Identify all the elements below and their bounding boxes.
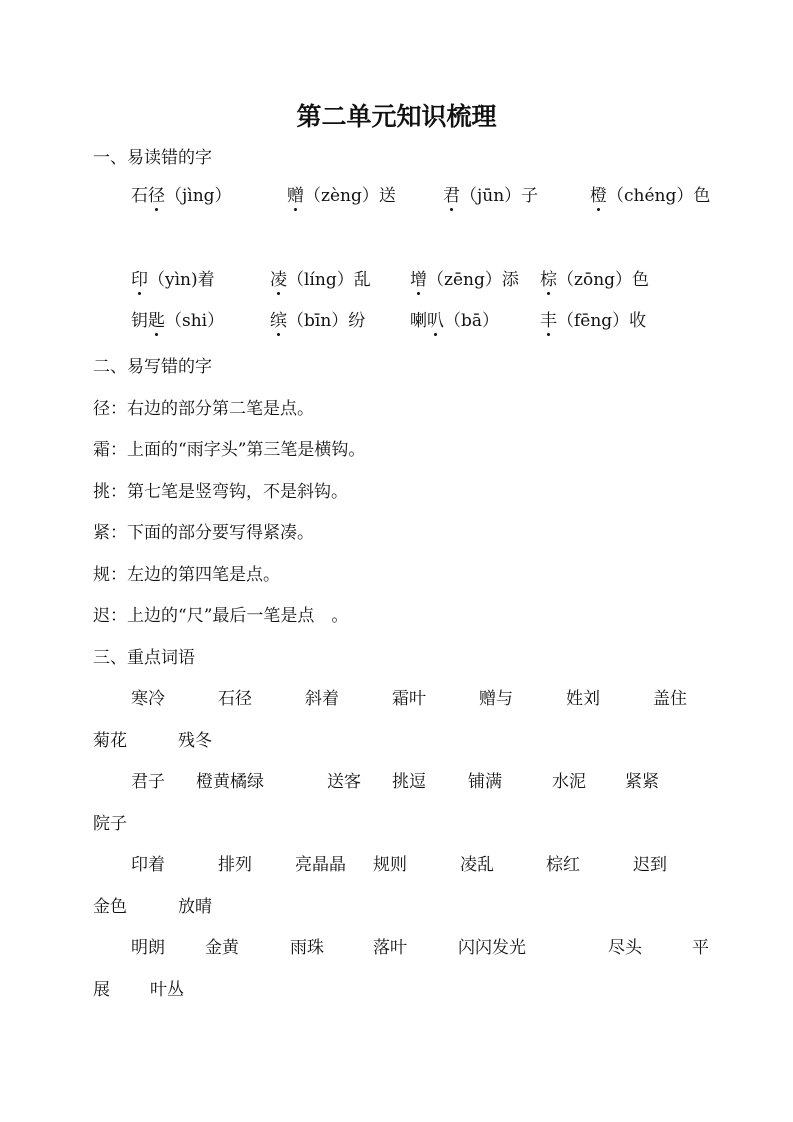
vocab-word: 紧紧	[625, 772, 659, 792]
note-line: 霜：上面的“雨字头”第三笔是横钩。	[93, 440, 366, 460]
vocab-word: 残冬	[178, 731, 212, 751]
vocab-word: 挑逗	[392, 772, 426, 792]
pinyin-item: 石径（jìng）	[131, 186, 232, 206]
section-heading-2: 二、易写错的字	[93, 357, 212, 377]
pinyin-item: 增（zēng）添	[410, 270, 519, 290]
vocab-word: 印着	[131, 855, 165, 875]
vocab-word: 展	[93, 980, 110, 1000]
pinyin-item: 印（yìn)着	[131, 270, 215, 290]
vocab-word: 规则	[373, 855, 407, 875]
vocab-word: 金色	[93, 897, 127, 917]
vocab-word: 落叶	[373, 938, 407, 958]
note-line: 迟：上边的“尺”最后一笔是点 。	[93, 606, 349, 626]
vocab-word: 菊花	[93, 731, 127, 751]
vocab-word: 水泥	[552, 772, 586, 792]
pinyin-item: 橙（chéng）色	[590, 186, 711, 206]
pinyin-item: 棕（zōng）色	[540, 270, 650, 290]
vocab-word: 橙黄橘绿	[196, 772, 264, 792]
vocab-word: 凌乱	[460, 855, 494, 875]
pinyin-item: 凌（líng）乱	[270, 270, 371, 290]
vocab-word: 尽头	[608, 938, 642, 958]
section-heading-1: 一、易读错的字	[93, 148, 212, 168]
note-line: 径：右边的部分第二笔是点。	[93, 399, 314, 419]
vocab-word: 闪闪发光	[458, 938, 526, 958]
vocab-word: 院子	[93, 814, 127, 834]
vocab-word: 叶丛	[150, 980, 184, 1000]
note-line: 挑：第七笔是竖弯钩，不是斜钩。	[93, 482, 348, 502]
pinyin-item: 丰（fēng）收	[540, 311, 647, 331]
pinyin-item: 钥匙（shi）	[131, 311, 225, 331]
vocab-word: 雨珠	[290, 938, 324, 958]
note-line: 紧：下面的部分要写得紧凑。	[93, 523, 314, 543]
vocab-word: 送客	[327, 772, 361, 792]
page-title: 第二单元知识梳理	[296, 102, 497, 131]
vocab-word: 姓刘	[566, 689, 600, 709]
vocab-word: 君子	[131, 772, 165, 792]
pinyin-item: 君（jūn）子	[443, 186, 539, 206]
pinyin-item: 赠（zèng）送	[287, 186, 396, 206]
note-line: 规：左边的第四笔是点。	[93, 565, 280, 585]
vocab-word: 寒冷	[131, 689, 165, 709]
vocab-word: 放晴	[178, 897, 212, 917]
vocab-word: 斜着	[305, 689, 339, 709]
pinyin-item: 喇叭（bā）	[410, 311, 500, 331]
vocab-word: 迟到	[633, 855, 667, 875]
vocab-word: 石径	[218, 689, 252, 709]
vocab-word: 平	[692, 938, 709, 958]
pinyin-item: 缤（bīn）纷	[270, 311, 366, 331]
vocab-word: 排列	[218, 855, 252, 875]
vocab-word: 盖住	[653, 689, 687, 709]
vocab-word: 亮晶晶	[295, 855, 346, 875]
vocab-word: 明朗	[131, 938, 165, 958]
vocab-word: 铺满	[468, 772, 502, 792]
vocab-word: 金黄	[205, 938, 239, 958]
section-heading-3: 三、重点词语	[93, 648, 195, 668]
vocab-word: 赠与	[479, 689, 513, 709]
vocab-word: 棕红	[546, 855, 580, 875]
vocab-word: 霜叶	[392, 689, 426, 709]
